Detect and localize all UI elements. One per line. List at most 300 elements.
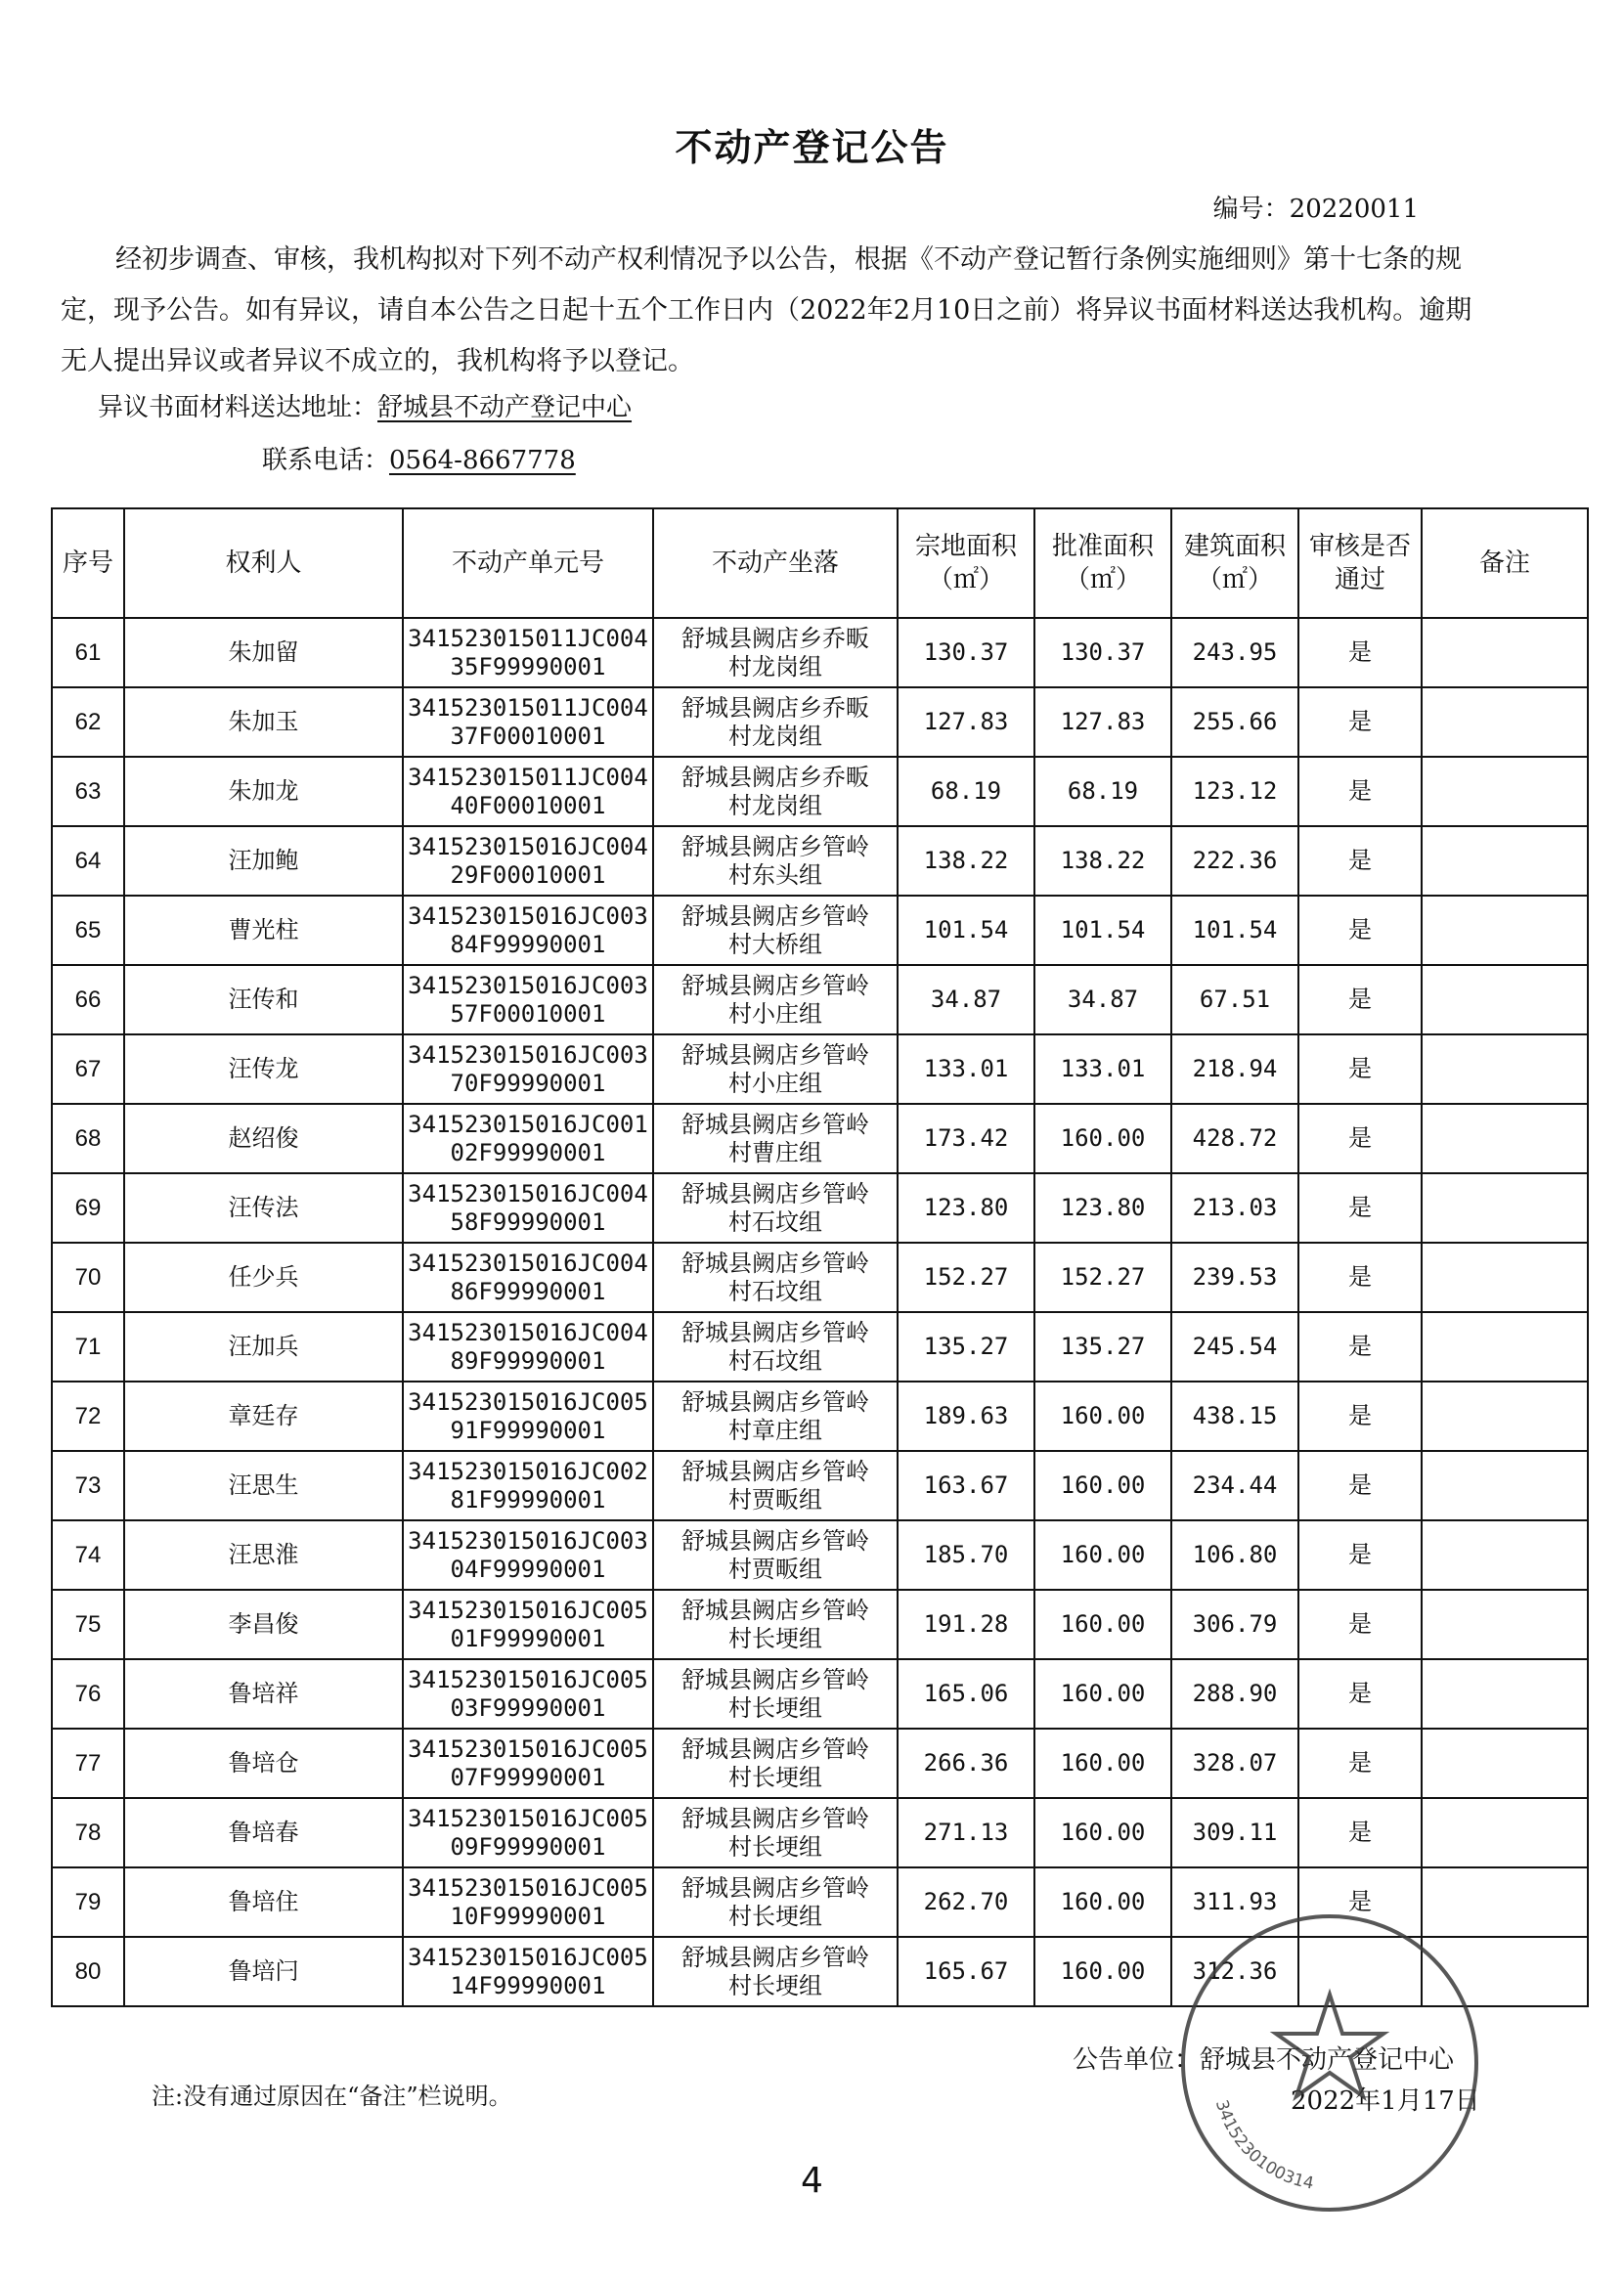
- unit-no-line-1: 341523015016JC005: [408, 1734, 648, 1763]
- header-land-area: 宗地面积（㎡）: [898, 508, 1034, 618]
- objection-address-label: 异议书面材料送达地址：: [98, 393, 378, 422]
- location-line-2: 村龙岗组: [728, 722, 822, 750]
- unit-no-line-1: 341523015016JC004: [408, 832, 648, 860]
- unit-no-line-1: 341523015016JC005: [408, 1665, 648, 1693]
- cell-unit-no: [403, 1937, 653, 2006]
- cell-unit-no: [403, 965, 653, 1034]
- cell-seq: 64: [52, 826, 124, 896]
- unit-no-line-2: 04F99990001: [450, 1555, 606, 1583]
- location-line-2: 村长埂组: [728, 1763, 822, 1791]
- cell-building-area: 311.93: [1171, 1867, 1298, 1937]
- location-line-2: 村石坟组: [728, 1207, 822, 1236]
- cell-seq: 76: [52, 1659, 124, 1729]
- unit-no-line-2: 57F00010001: [450, 999, 606, 1028]
- header-seq: 序号: [52, 508, 124, 618]
- cell-building-area: 428.72: [1171, 1104, 1298, 1173]
- notice-paragraph: 经初步调查、审核，我机构拟对下列不动产权利情况予以公告，根据《不动产登记暂行条例实施细则》第十七条的规定，现予公告。如有异议，请自本公告之日起十五个工作日内（2022年2月10日之前）将异议书面材料送达我机构。逾期无人提出异议或者异议不成立的，我机构将予以登记。: [61, 244, 1472, 376]
- cell-location: [653, 826, 898, 896]
- cell-unit-no: [403, 1312, 653, 1382]
- cell-building-area: 312.36: [1171, 1937, 1298, 2006]
- cell-land-area: 191.28: [898, 1590, 1034, 1659]
- location-line-2: 村曹庄组: [728, 1138, 822, 1166]
- unit-no-line-1: 341523015016JC003: [408, 1040, 648, 1069]
- cell-location: [653, 1312, 898, 1382]
- header-location: 不动产坐落: [653, 508, 898, 618]
- table-row: [52, 1798, 1588, 1867]
- unit-no-line-2: 91F99990001: [450, 1416, 606, 1444]
- unit-no-line-1: 341523015016JC003: [408, 901, 648, 930]
- cell-location: [653, 1867, 898, 1937]
- cell-seq: 68: [52, 1104, 124, 1173]
- table-row: [52, 965, 1588, 1034]
- cell-approved: 是: [1298, 1312, 1422, 1382]
- cell-unit-no: [403, 618, 653, 687]
- table-row: [52, 1312, 1588, 1382]
- location-line-1: 舒城县阙店乡管岭: [681, 1873, 869, 1902]
- cell-land-area: 165.06: [898, 1659, 1034, 1729]
- cell-unit-no: [403, 1243, 653, 1312]
- unit-no-line-1: 341523015011JC004: [408, 763, 648, 791]
- cell-land-area: 127.83: [898, 687, 1034, 757]
- cell-approved-area: 160.00: [1034, 1451, 1171, 1520]
- cell-approved-area: 160.00: [1034, 1520, 1171, 1590]
- cell-owner: 鲁培住: [124, 1867, 403, 1937]
- official-seal-stamp: [1168, 1902, 1491, 2224]
- cell-approved-area: 160.00: [1034, 1382, 1171, 1451]
- cell-approved-area: 138.22: [1034, 826, 1171, 896]
- header-approved: 审核是否通过: [1298, 508, 1422, 618]
- cell-owner: 汪加鲍: [124, 826, 403, 896]
- cell-owner: 任少兵: [124, 1243, 403, 1312]
- header-approved-area: 批准面积（㎡）: [1034, 508, 1171, 618]
- cell-building-area: 101.54: [1171, 896, 1298, 965]
- cell-seq: 78: [52, 1798, 124, 1867]
- cell-approved: 是: [1298, 826, 1422, 896]
- cell-location: [653, 965, 898, 1034]
- cell-seq: 79: [52, 1867, 124, 1937]
- cell-seq: 65: [52, 896, 124, 965]
- cell-location: [653, 1243, 898, 1312]
- cell-building-area: 239.53: [1171, 1243, 1298, 1312]
- cell-owner: 章廷存: [124, 1382, 403, 1451]
- cell-approved: 是: [1298, 965, 1422, 1034]
- table-row: [52, 687, 1588, 757]
- cell-approved: 是: [1298, 1729, 1422, 1798]
- cell-land-area: 163.67: [898, 1451, 1034, 1520]
- cell-approved: 是: [1298, 896, 1422, 965]
- location-line-1: 舒城县阙店乡管岭: [681, 1110, 869, 1138]
- cell-remarks: [1422, 1312, 1588, 1382]
- unit-no-line-2: 07F99990001: [450, 1763, 606, 1791]
- document-number-label: 编号：: [1212, 195, 1290, 224]
- table-row: [52, 1243, 1588, 1312]
- cell-approved-area: 160.00: [1034, 1659, 1171, 1729]
- cell-unit-no: [403, 1173, 653, 1243]
- unit-no-line-2: 35F99990001: [450, 652, 606, 680]
- unit-no-line-1: 341523015016JC004: [408, 1179, 648, 1207]
- unit-no-line-1: 341523015016JC002: [408, 1457, 648, 1485]
- cell-approved-area: 160.00: [1034, 1867, 1171, 1937]
- location-line-1: 舒城县阙店乡管岭: [681, 1387, 869, 1416]
- unit-no-line-1: 341523015011JC004: [408, 693, 648, 722]
- cell-land-area: 165.67: [898, 1937, 1034, 2006]
- cell-land-area: 68.19: [898, 757, 1034, 826]
- unit-no-line-2: 09F99990001: [450, 1832, 606, 1861]
- location-line-2: 村长埂组: [728, 1971, 822, 1999]
- unit-no-line-1: 341523015016JC003: [408, 971, 648, 999]
- cell-location: [653, 687, 898, 757]
- location-line-1: 舒城县阙店乡管岭: [681, 832, 869, 860]
- table-row: [52, 1034, 1588, 1104]
- cell-approved: 是: [1298, 618, 1422, 687]
- cell-building-area: 245.54: [1171, 1312, 1298, 1382]
- location-line-2: 村贾畈组: [728, 1555, 822, 1583]
- location-line-2: 村长埂组: [728, 1693, 822, 1722]
- header-remarks: 备注: [1422, 508, 1588, 618]
- unit-no-line-1: 341523015016JC004: [408, 1318, 648, 1346]
- cell-location: [653, 757, 898, 826]
- footer-note: 注:没有通过原因在“备注”栏说明。: [152, 2083, 512, 2110]
- cell-owner: 朱加龙: [124, 757, 403, 826]
- location-line-2: 村贾畈组: [728, 1485, 822, 1514]
- cell-seq: 61: [52, 618, 124, 687]
- table-row: [52, 1659, 1588, 1729]
- seal-code: 3415230100314: [1210, 2097, 1316, 2194]
- unit-no-line-2: 03F99990001: [450, 1693, 606, 1722]
- cell-owner: 李昌俊: [124, 1590, 403, 1659]
- cell-location: [653, 618, 898, 687]
- cell-building-area: 288.90: [1171, 1659, 1298, 1729]
- cell-owner: 汪加兵: [124, 1312, 403, 1382]
- table-row: [52, 896, 1588, 965]
- cell-unit-no: [403, 826, 653, 896]
- location-line-1: 舒城县阙店乡乔畈: [681, 624, 869, 652]
- contact-phone: [262, 440, 576, 476]
- location-line-1: 舒城县阙店乡管岭: [681, 1526, 869, 1555]
- cell-building-area: 255.66: [1171, 687, 1298, 757]
- unit-no-line-2: 86F99990001: [450, 1277, 606, 1305]
- cell-approved: 是: [1298, 1590, 1422, 1659]
- objection-address-value: 舒城县不动产登记中心: [377, 393, 633, 422]
- header-owner: 权利人: [124, 508, 403, 618]
- cell-location: [653, 1590, 898, 1659]
- cell-seq: 75: [52, 1590, 124, 1659]
- cell-location: [653, 1382, 898, 1451]
- unit-no-line-1: 341523015011JC004: [408, 624, 648, 652]
- location-line-1: 舒城县阙店乡管岭: [681, 1457, 869, 1485]
- cell-seq: 73: [52, 1451, 124, 1520]
- cell-unit-no: [403, 1798, 653, 1867]
- cell-seq: 74: [52, 1520, 124, 1590]
- cell-approved-area: 133.01: [1034, 1034, 1171, 1104]
- unit-no-line-1: 341523015016JC005: [408, 1943, 648, 1971]
- cell-approved-area: 160.00: [1034, 1590, 1171, 1659]
- table-header-row: [52, 508, 1588, 618]
- location-line-2: 村长埂组: [728, 1902, 822, 1930]
- table-row: [52, 1173, 1588, 1243]
- cell-approved-area: 68.19: [1034, 757, 1171, 826]
- unit-no-line-2: 37F00010001: [450, 722, 606, 750]
- cell-approved-area: 130.37: [1034, 618, 1171, 687]
- location-line-2: 村小庄组: [728, 999, 822, 1028]
- cell-approved: 是: [1298, 687, 1422, 757]
- table-row: [52, 826, 1588, 896]
- cell-land-area: 152.27: [898, 1243, 1034, 1312]
- cell-seq: 67: [52, 1034, 124, 1104]
- cell-owner: 鲁培祥: [124, 1659, 403, 1729]
- location-line-2: 村大桥组: [728, 930, 822, 958]
- table-row: [52, 1104, 1588, 1173]
- seal-ring: [1183, 1916, 1476, 2210]
- table-row: [52, 1590, 1588, 1659]
- unit-no-line-2: 40F00010001: [450, 791, 606, 819]
- cell-approved-area: 160.00: [1034, 1104, 1171, 1173]
- cell-land-area: 262.70: [898, 1867, 1034, 1937]
- cell-remarks: [1422, 1173, 1588, 1243]
- cell-approved: 是: [1298, 1520, 1422, 1590]
- unit-no-line-2: 10F99990001: [450, 1902, 606, 1930]
- cell-approved-area: 152.27: [1034, 1243, 1171, 1312]
- unit-no-line-2: 58F99990001: [450, 1207, 606, 1236]
- location-line-2: 村龙岗组: [728, 652, 822, 680]
- cell-remarks: [1422, 618, 1588, 687]
- cell-owner: 鲁培仓: [124, 1729, 403, 1798]
- header-building-area: 建筑面积（㎡）: [1171, 508, 1298, 618]
- cell-owner: 汪思生: [124, 1451, 403, 1520]
- cell-unit-no: [403, 1034, 653, 1104]
- cell-owner: 朱加玉: [124, 687, 403, 757]
- cell-remarks: [1422, 965, 1588, 1034]
- cell-unit-no: [403, 1382, 653, 1451]
- cell-owner: 曹光柱: [124, 896, 403, 965]
- cell-approved: 是: [1298, 1867, 1422, 1937]
- cell-unit-no: [403, 1867, 653, 1937]
- cell-approved-area: 160.00: [1034, 1937, 1171, 2006]
- contact-phone-value: 0564-8667778: [389, 446, 576, 475]
- cell-location: [653, 1104, 898, 1173]
- cell-approved: 是: [1298, 1034, 1422, 1104]
- cell-location: [653, 1937, 898, 2006]
- unit-no-line-1: 341523015016JC005: [408, 1596, 648, 1624]
- page-title: 不动产登记公告: [675, 125, 949, 169]
- location-line-2: 村长埂组: [728, 1832, 822, 1861]
- cell-location: [653, 1451, 898, 1520]
- location-line-1: 舒城县阙店乡管岭: [681, 1040, 869, 1069]
- cell-approved: 是: [1298, 757, 1422, 826]
- cell-remarks: [1422, 1382, 1588, 1451]
- location-line-2: 村东头组: [728, 860, 822, 889]
- location-line-1: 舒城县阙店乡管岭: [681, 1318, 869, 1346]
- cell-approved: 是: [1298, 1104, 1422, 1173]
- location-line-2: 村章庄组: [728, 1416, 822, 1444]
- publisher-label: 公告单位：: [1073, 2045, 1201, 2075]
- cell-unit-no: [403, 1451, 653, 1520]
- cell-unit-no: [403, 687, 653, 757]
- cell-remarks: [1422, 1798, 1588, 1867]
- cell-approved-area: 127.83: [1034, 687, 1171, 757]
- unit-no-line-2: 29F00010001: [450, 860, 606, 889]
- unit-no-line-1: 341523015016JC004: [408, 1249, 648, 1277]
- cell-land-area: 189.63: [898, 1382, 1034, 1451]
- unit-no-line-2: 89F99990001: [450, 1346, 606, 1375]
- cell-remarks: [1422, 896, 1588, 965]
- cell-building-area: 306.79: [1171, 1590, 1298, 1659]
- location-line-2: 村长埂组: [728, 1624, 822, 1652]
- unit-no-line-1: 341523015016JC005: [408, 1873, 648, 1902]
- location-line-1: 舒城县阙店乡管岭: [681, 1804, 869, 1832]
- cell-land-area: 133.01: [898, 1034, 1034, 1104]
- cell-location: [653, 1798, 898, 1867]
- cell-building-area: 328.07: [1171, 1729, 1298, 1798]
- cell-building-area: 67.51: [1171, 965, 1298, 1034]
- objection-address: [98, 387, 632, 423]
- unit-no-line-2: 84F99990001: [450, 930, 606, 958]
- cell-approved: 是: [1298, 1798, 1422, 1867]
- cell-location: [653, 1520, 898, 1590]
- cell-land-area: 34.87: [898, 965, 1034, 1034]
- cell-building-area: 438.15: [1171, 1382, 1298, 1451]
- cell-land-area: 271.13: [898, 1798, 1034, 1867]
- cell-unit-no: [403, 757, 653, 826]
- unit-no-line-1: 341523015016JC005: [408, 1804, 648, 1832]
- table-row: [52, 618, 1588, 687]
- cell-remarks: [1422, 1659, 1588, 1729]
- cell-location: [653, 1659, 898, 1729]
- cell-seq: 69: [52, 1173, 124, 1243]
- contact-phone-label: 联系电话：: [262, 446, 390, 475]
- cell-land-area: 135.27: [898, 1312, 1034, 1382]
- cell-building-area: 123.12: [1171, 757, 1298, 826]
- cell-approved-area: 34.87: [1034, 965, 1171, 1034]
- cell-unit-no: [403, 1729, 653, 1798]
- cell-approved-area: 160.00: [1034, 1798, 1171, 1867]
- cell-land-area: 266.36: [898, 1729, 1034, 1798]
- location-line-2: 村小庄组: [728, 1069, 822, 1097]
- unit-no-line-2: 02F99990001: [450, 1138, 606, 1166]
- cell-land-area: 185.70: [898, 1520, 1034, 1590]
- cell-seq: 77: [52, 1729, 124, 1798]
- unit-no-line-1: 341523015016JC003: [408, 1526, 648, 1555]
- cell-seq: 72: [52, 1382, 124, 1451]
- location-line-1: 舒城县阙店乡乔畈: [681, 763, 869, 791]
- location-line-1: 舒城县阙店乡管岭: [681, 971, 869, 999]
- cell-remarks: [1422, 757, 1588, 826]
- location-line-1: 舒城县阙店乡管岭: [681, 1665, 869, 1693]
- cell-owner: 朱加留: [124, 618, 403, 687]
- unit-no-line-2: 81F99990001: [450, 1485, 606, 1514]
- cell-land-area: 130.37: [898, 618, 1034, 687]
- cell-remarks: [1422, 1034, 1588, 1104]
- unit-no-line-1: 341523015016JC001: [408, 1110, 648, 1138]
- cell-remarks: [1422, 826, 1588, 896]
- cell-remarks: [1422, 1243, 1588, 1312]
- cell-land-area: 138.22: [898, 826, 1034, 896]
- location-line-2: 村龙岗组: [728, 791, 822, 819]
- cell-unit-no: [403, 1104, 653, 1173]
- cell-seq: 63: [52, 757, 124, 826]
- table-row: [52, 1451, 1588, 1520]
- unit-no-line-1: 341523015016JC005: [408, 1387, 648, 1416]
- table-row: [52, 757, 1588, 826]
- publisher-name: 舒城县不动产登记中心: [1200, 2045, 1455, 2075]
- cell-unit-no: [403, 896, 653, 965]
- page-number: 4: [801, 2161, 823, 2201]
- cell-approved-area: 160.00: [1034, 1729, 1171, 1798]
- cell-owner: 汪传法: [124, 1173, 403, 1243]
- location-line-1: 舒城县阙店乡管岭: [681, 1734, 869, 1763]
- location-line-1: 舒城县阙店乡管岭: [681, 901, 869, 930]
- table-row: [52, 1520, 1588, 1590]
- location-line-1: 舒城县阙店乡管岭: [681, 1596, 869, 1624]
- cell-location: [653, 1729, 898, 1798]
- cell-approved-area: 135.27: [1034, 1312, 1171, 1382]
- cell-building-area: 309.11: [1171, 1798, 1298, 1867]
- document-number: [1213, 189, 1419, 225]
- cell-building-area: 106.80: [1171, 1520, 1298, 1590]
- cell-seq: 66: [52, 965, 124, 1034]
- document-number-value: 20220011: [1289, 195, 1419, 224]
- cell-approved: 是: [1298, 1382, 1422, 1451]
- publish-date: 2022年1月17日: [1291, 2086, 1480, 2116]
- cell-approved: 是: [1298, 1659, 1422, 1729]
- cell-location: [653, 896, 898, 965]
- cell-building-area: 234.44: [1171, 1451, 1298, 1520]
- location-line-2: 村石坟组: [728, 1277, 822, 1305]
- cell-remarks: [1422, 1729, 1588, 1798]
- cell-owner: 赵绍俊: [124, 1104, 403, 1173]
- cell-remarks: [1422, 1590, 1588, 1659]
- location-line-2: 村石坟组: [728, 1346, 822, 1375]
- location-line-1: 舒城县阙店乡管岭: [681, 1943, 869, 1971]
- cell-building-area: 222.36: [1171, 826, 1298, 896]
- cell-remarks: [1422, 1520, 1588, 1590]
- cell-approved-area: 101.54: [1034, 896, 1171, 965]
- cell-unit-no: [403, 1520, 653, 1590]
- table-row: [52, 1729, 1588, 1798]
- cell-approved: 是: [1298, 1243, 1422, 1312]
- cell-building-area: 218.94: [1171, 1034, 1298, 1104]
- cell-remarks: [1422, 1104, 1588, 1173]
- cell-land-area: 101.54: [898, 896, 1034, 965]
- cell-seq: 62: [52, 687, 124, 757]
- cell-owner: 鲁培春: [124, 1798, 403, 1867]
- cell-unit-no: [403, 1590, 653, 1659]
- seal-star-icon: [1276, 1995, 1383, 2096]
- unit-no-line-2: 14F99990001: [450, 1971, 606, 1999]
- cell-location: [653, 1034, 898, 1104]
- unit-no-line-2: 01F99990001: [450, 1624, 606, 1652]
- cell-land-area: 173.42: [898, 1104, 1034, 1173]
- cell-owner: 鲁培闩: [124, 1937, 403, 2006]
- location-line-1: 舒城县阙店乡管岭: [681, 1249, 869, 1277]
- location-line-1: 舒城县阙店乡乔畈: [681, 693, 869, 722]
- unit-no-line-2: 70F99990001: [450, 1069, 606, 1097]
- cell-seq: 80: [52, 1937, 124, 2006]
- cell-approved-area: 123.80: [1034, 1173, 1171, 1243]
- cell-building-area: 213.03: [1171, 1173, 1298, 1243]
- cell-location: [653, 1173, 898, 1243]
- cell-owner: 汪传龙: [124, 1034, 403, 1104]
- cell-land-area: 123.80: [898, 1173, 1034, 1243]
- cell-remarks: [1422, 1451, 1588, 1520]
- location-line-1: 舒城县阙店乡管岭: [681, 1179, 869, 1207]
- cell-seq: 71: [52, 1312, 124, 1382]
- table-row: [52, 1382, 1588, 1451]
- cell-unit-no: [403, 1659, 653, 1729]
- cell-remarks: [1422, 687, 1588, 757]
- cell-building-area: 243.95: [1171, 618, 1298, 687]
- cell-approved: 是: [1298, 1173, 1422, 1243]
